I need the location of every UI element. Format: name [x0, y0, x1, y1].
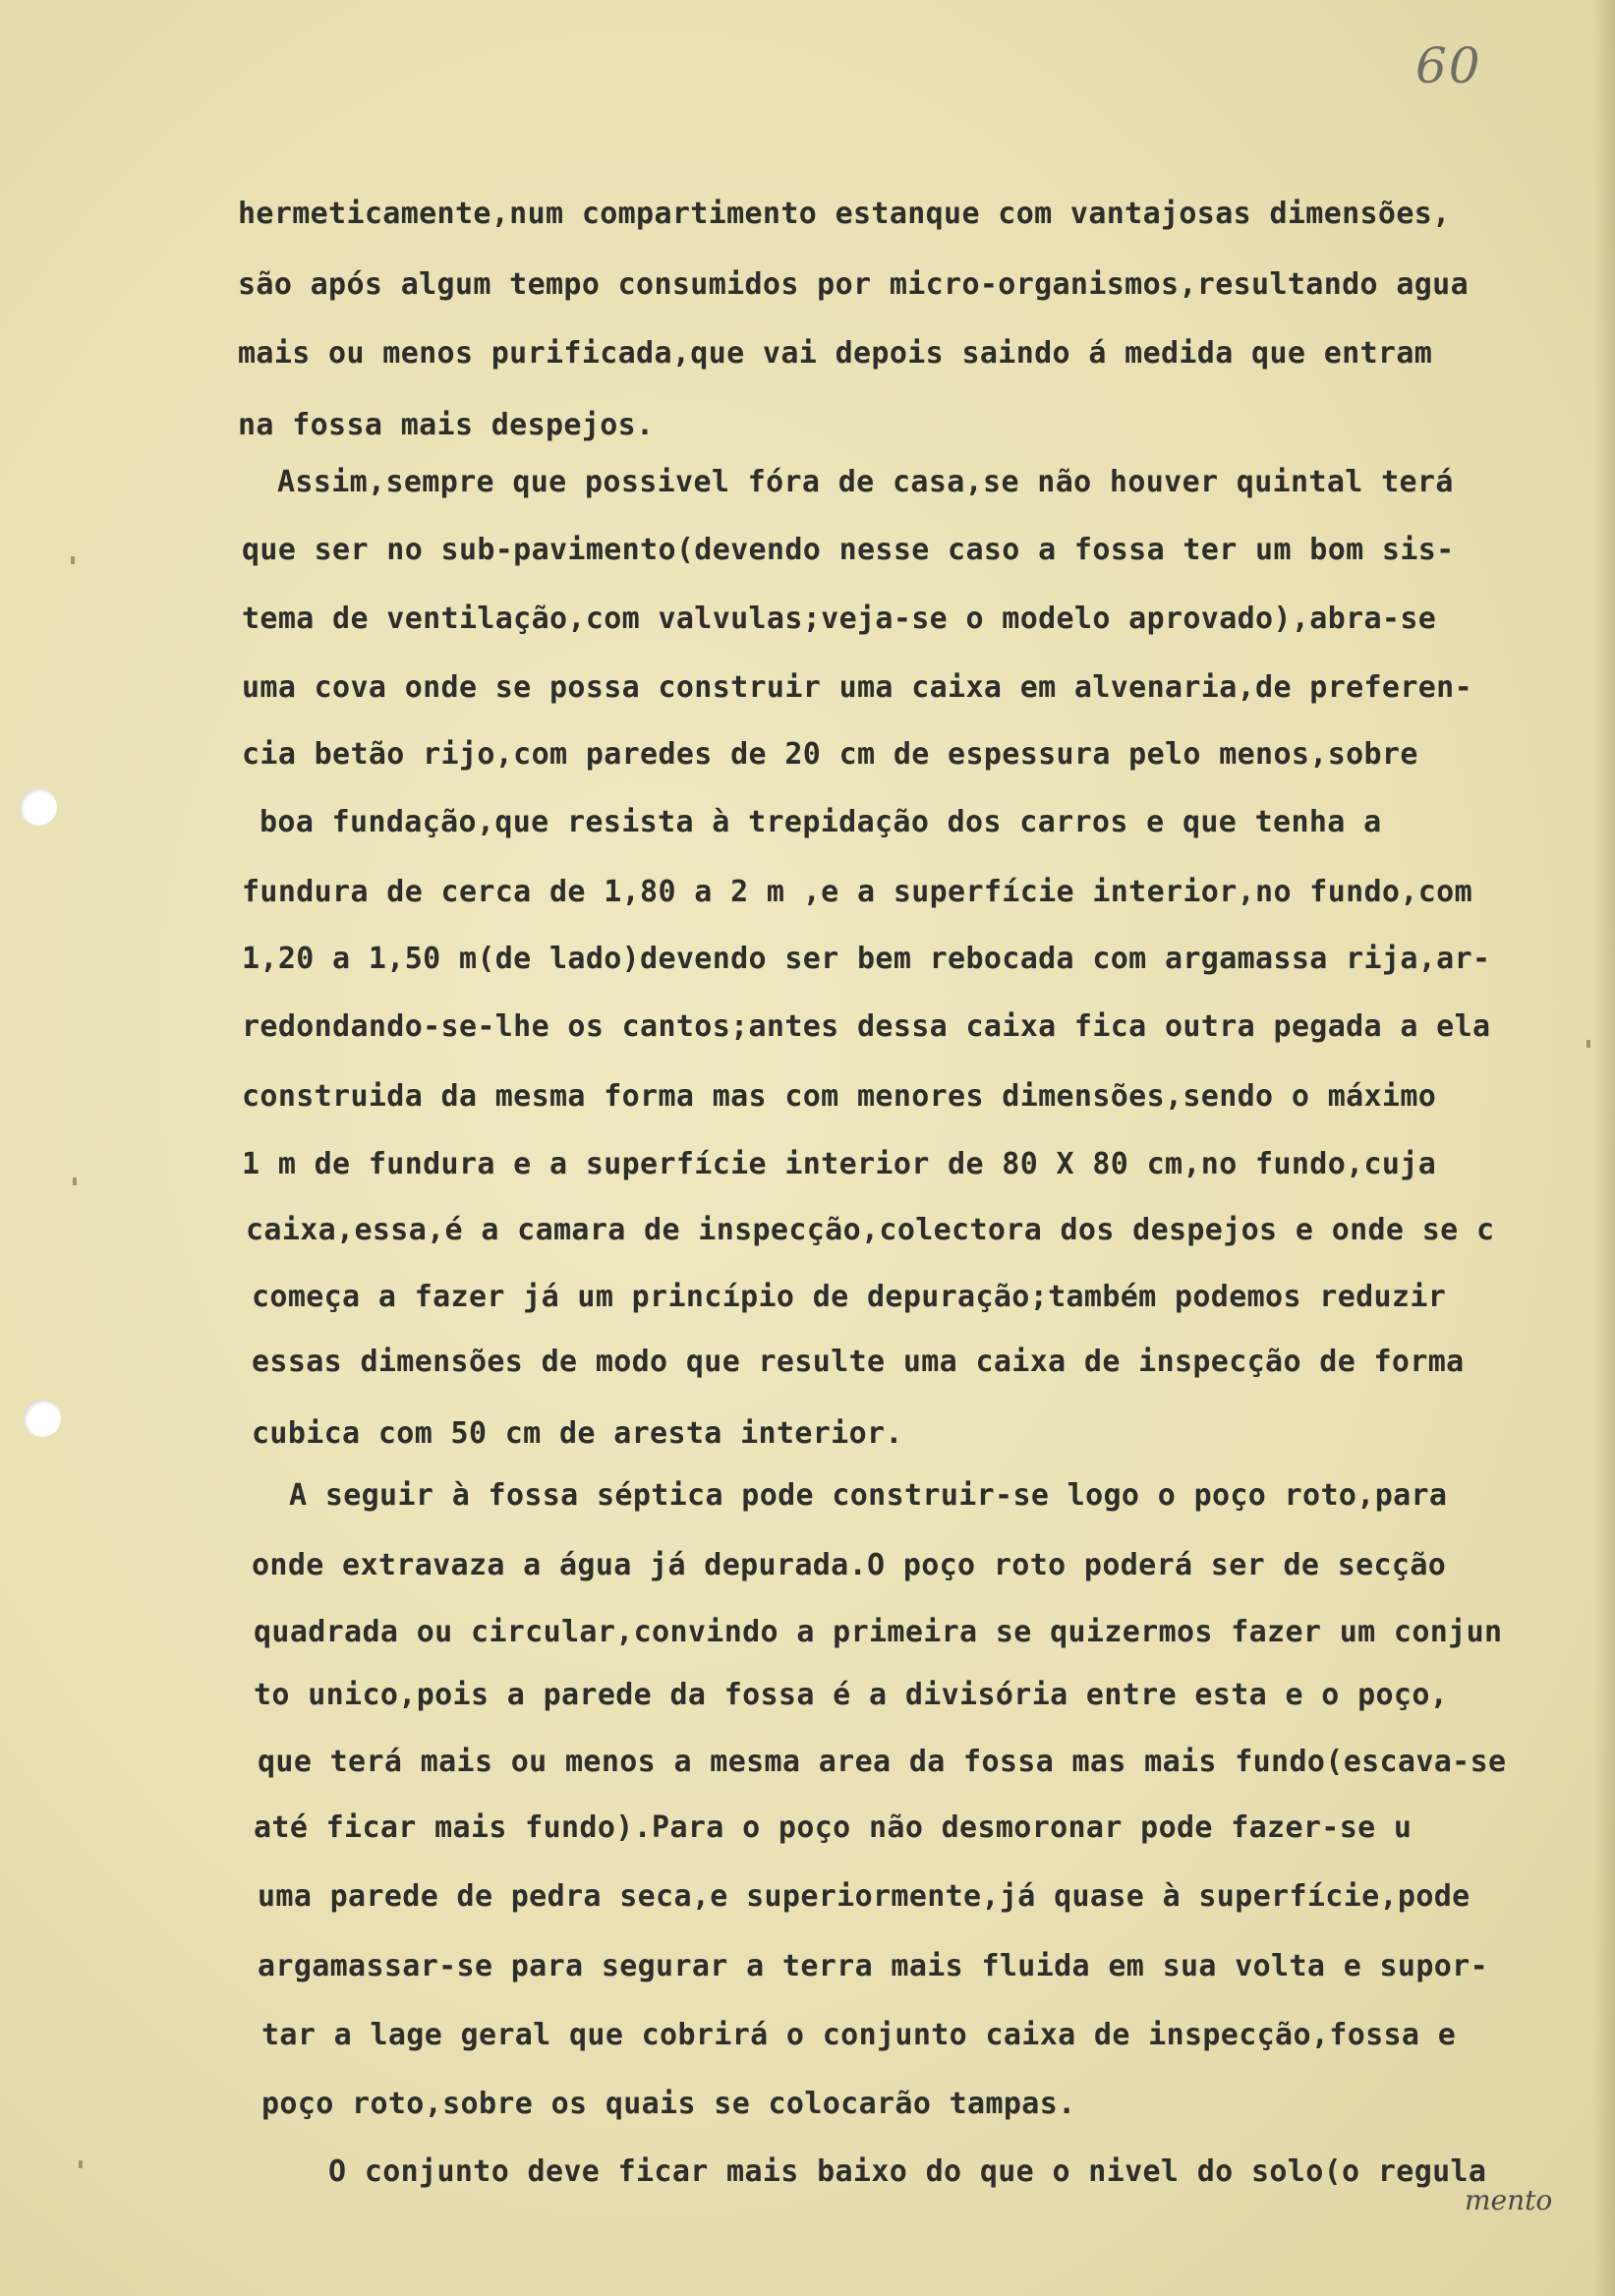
text-line: onde extravaza a água já depurada.O poço roto poderá ser de secção	[252, 1548, 1447, 1582]
text-line: to unico,pois a parede da fossa é a divisória entre esta e o poço,	[254, 1678, 1449, 1712]
text-line: fundura de cerca de 1,80 a 2 m ,e a superfície interior,no fundo,com	[242, 875, 1472, 909]
text-line: A seguir à fossa séptica pode construir-se logo o poço roto,para	[289, 1478, 1448, 1513]
text-line: até ficar mais fundo).Para o poço não desmoronar pode fazer-se u	[254, 1810, 1413, 1845]
text-line: 1,20 a 1,50 m(de lado)devendo ser bem rebocada com argamassa rija,ar-	[242, 942, 1491, 976]
text-line: são após algum tempo consumidos por micro-organismos,resultando agua	[238, 267, 1469, 302]
text-line: hermeticamente,num compartimento estanque com vantajosas dimensões,	[238, 197, 1451, 231]
page-number: 60	[1415, 37, 1482, 94]
margin-mark	[73, 1177, 77, 1185]
text-line: essas dimensões de modo que resulte uma caixa de inspecção de forma	[252, 1345, 1465, 1379]
margin-mark	[71, 556, 75, 564]
text-line: mais ou menos purificada,que vai depois saindo á medida que entram	[238, 336, 1433, 371]
text-line: que terá mais ou menos a mesma area da fossa mas mais fundo(escava-se	[258, 1745, 1507, 1779]
punch-hole-bottom	[24, 1400, 61, 1437]
text-line: redondando-se-lhe os cantos;antes dessa caixa fica outra pegada a ela	[242, 1009, 1491, 1044]
text-line: cubica com 50 cm de aresta interior.	[252, 1416, 903, 1451]
text-line: uma parede de pedra seca,e superiormente,já quase à superfície,pode	[258, 1879, 1471, 1914]
text-line: que ser no sub-pavimento(devendo nesse caso a fossa ter um bom sis-	[242, 533, 1455, 567]
text-line: boa fundação,que resista à trepidação dos carros e que tenha a	[260, 805, 1382, 839]
margin-mark	[1586, 1040, 1590, 1048]
margin-mark	[79, 2160, 83, 2168]
text-line: tar a lage geral que cobrirá o conjunto caixa de inspecção,fossa e	[261, 2018, 1457, 2052]
text-line: uma cova onde se possa construir uma caixa em alvenaria,de preferen-	[242, 670, 1472, 705]
text-line: na fossa mais despejos.	[238, 408, 655, 442]
text-line: tema de ventilação,com valvulas;veja-se o modelo aprovado),abra-se	[242, 602, 1437, 636]
text-line: caixa,essa,é a camara de inspecção,colectora dos despejos e onde se c	[246, 1213, 1495, 1247]
text-line: Assim,sempre que possivel fóra de casa,se não houver quintal terá	[277, 465, 1454, 499]
text-line: poço roto,sobre os quais se colocarão tampas.	[261, 2087, 1076, 2121]
text-line: O conjunto deve ficar mais baixo do que o nivel do solo(o regula	[328, 2154, 1487, 2189]
text-line: argamassar-se para segurar a terra mais fluida em sua volta e supor-	[258, 1949, 1488, 1983]
punch-hole-top	[20, 788, 57, 826]
page-edge-shadow	[1593, 0, 1615, 2296]
text-line: construida da mesma forma mas com menores dimensões,sendo o máximo	[242, 1079, 1437, 1114]
text-line: quadrada ou circular,convindo a primeira se quizermos fazer um conjun	[254, 1615, 1503, 1649]
handwritten-margin-note: mento	[1465, 2184, 1553, 2216]
text-line: cia betão rijo,com paredes de 20 cm de espessura pelo menos,sobre	[242, 737, 1418, 772]
text-line: começa a fazer já um princípio de depuração;também podemos reduzir	[252, 1280, 1447, 1314]
text-line: 1 m de fundura e a superfície interior de 80 X 80 cm,no fundo,cuja	[242, 1147, 1437, 1181]
